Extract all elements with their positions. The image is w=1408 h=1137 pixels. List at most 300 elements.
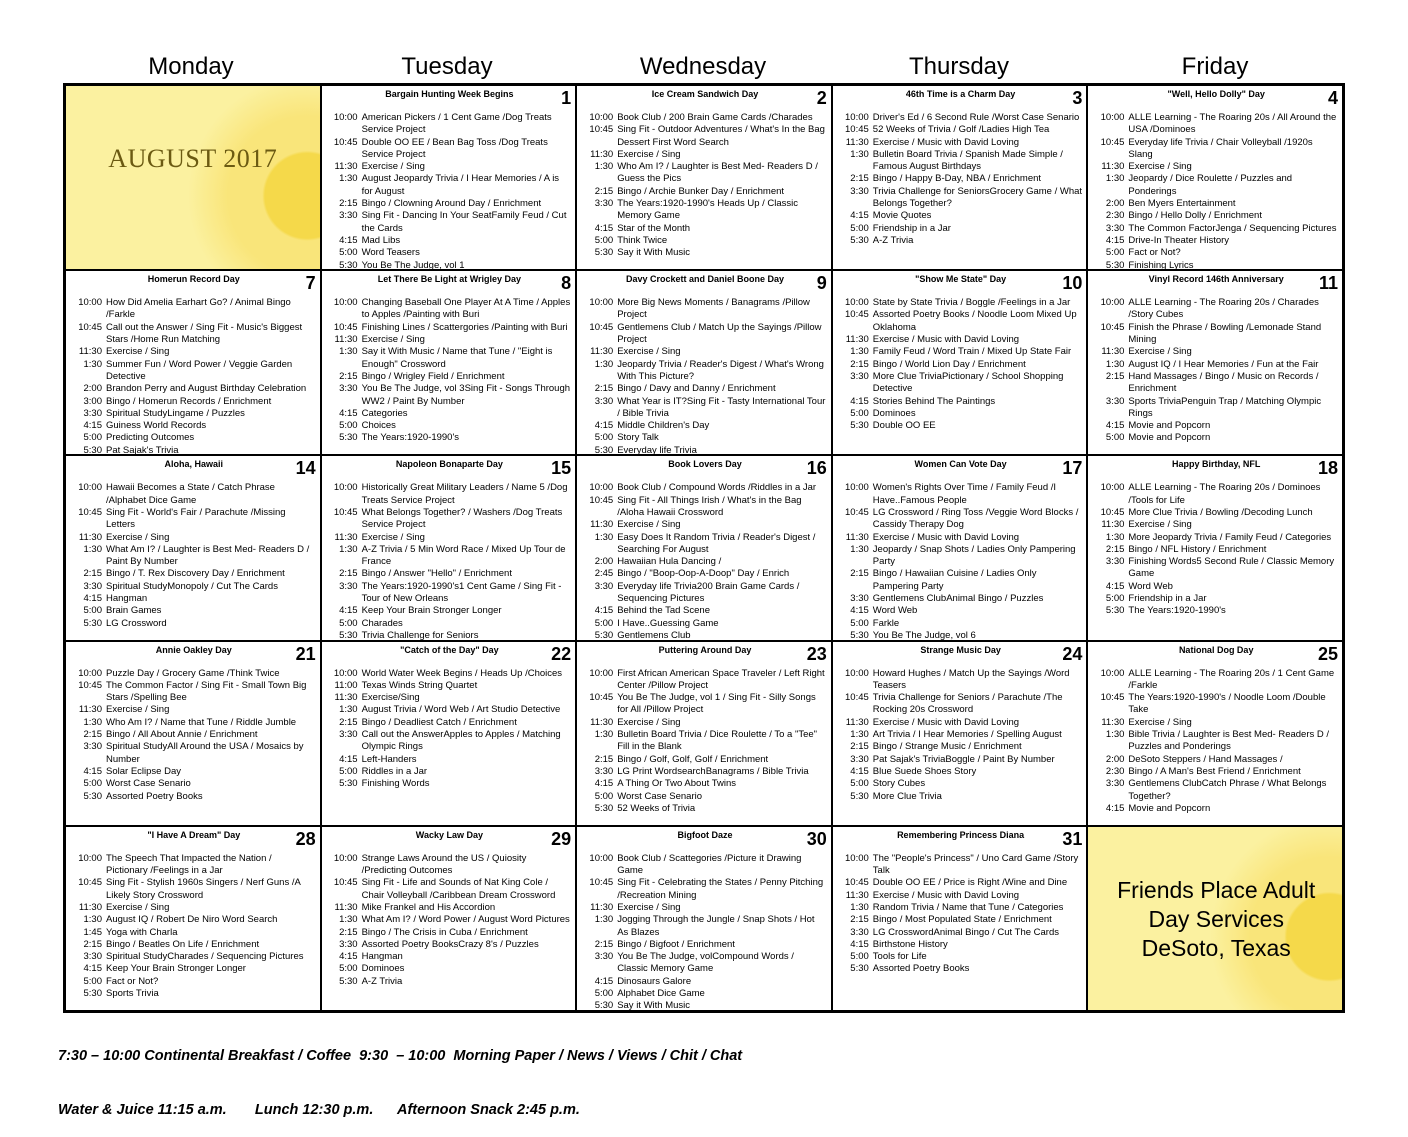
event-row: [839, 939, 1083, 951]
event-list: [583, 297, 827, 455]
event-row: [1094, 297, 1338, 322]
event-description: Assorted Poetry Books: [106, 790, 203, 802]
event-description: LG Crossword / Ring Toss /Veggie Word Blocks / Cassidy Therapy Dog: [872, 506, 1079, 531]
event-row: [328, 668, 572, 680]
event-description: Assorted Poetry BooksCrazy 8's / Puzzles: [361, 938, 539, 950]
event-row: [1094, 519, 1338, 531]
event-row: [839, 754, 1083, 766]
event-time: 3:30: [83, 580, 102, 592]
event-time: 10:45: [1100, 506, 1125, 518]
event-row: [583, 198, 827, 223]
event-time: 11:30: [334, 161, 358, 173]
day-number: 16: [806, 458, 827, 479]
event-description: Say it With Music: [617, 247, 691, 259]
event-time: 2:15: [339, 926, 358, 938]
event-description: What Am I? / Word Power / August Word Pictures: [361, 914, 570, 926]
event-description: Dominoes: [361, 963, 405, 975]
event-list: [583, 668, 827, 816]
event-row: [839, 692, 1083, 717]
event-row: [583, 1000, 827, 1011]
event-row: [328, 766, 572, 778]
event-time: 5:00: [594, 790, 614, 802]
event-time: 11:30: [1101, 519, 1125, 531]
event-description: ALLE Learning - The Roaring 20s / Dominoes /Tools for Life: [1128, 482, 1321, 506]
event-time: 5:30: [339, 259, 358, 271]
event-row: [839, 951, 1083, 963]
event-row: [328, 297, 572, 322]
event-row: [72, 593, 316, 605]
event-time: 5:30: [594, 802, 614, 814]
footer-line-1: 7:30 – 10:00 Continental Breakfast / Coffee 9:30 – 10:00 Morning Paper / News / Views / Chit / Chat: [58, 1048, 743, 1064]
event-row: [583, 396, 827, 421]
event-description: Sing Fit - Outdoor Adventures / What's In the Bag Dessert First Word Search: [617, 124, 825, 148]
event-description: Exercise / Sing: [361, 334, 425, 346]
event-description: Word Teasers: [361, 247, 420, 259]
event-row: [328, 778, 572, 790]
event-row: [72, 877, 316, 902]
event-row: [72, 988, 316, 1000]
event-description: Say it With Music: [617, 1000, 691, 1011]
event-time: 10:00: [78, 482, 102, 494]
event-time: 10:45: [589, 692, 614, 704]
event-time: 10:00: [845, 112, 869, 123]
event-time: 11:30: [78, 346, 102, 358]
day-theme-title: "I Have A Dream" Day: [147, 829, 241, 840]
event-description: Friendship in a Jar: [872, 222, 951, 234]
event-row: [583, 445, 827, 456]
event-description: August Trivia / Word Web / Art Studio Detective: [361, 704, 561, 716]
event-row: [72, 766, 316, 778]
event-row: [328, 371, 572, 383]
event-time: 4:15: [594, 778, 614, 790]
day-number: 21: [295, 643, 316, 664]
event-description: Strange Laws Around the US / Quiosity /Predicting Outcomes: [361, 852, 527, 877]
event-time: 3:30: [594, 765, 614, 777]
event-time: 10:45: [589, 494, 614, 506]
event-description: Exercise / Sing: [1128, 161, 1192, 173]
event-description: Sports Trivia: [106, 988, 159, 1000]
event-description: Keep Your Brain Stronger Longer: [361, 605, 502, 617]
event-description: Spiritual StudyCharades / Sequencing Pictures: [106, 951, 304, 963]
day-number: 4: [1327, 88, 1338, 108]
event-list: [839, 853, 1083, 976]
event-time: 5:30: [339, 778, 358, 790]
event-description: Everyday life Trivia: [617, 444, 697, 456]
event-description: First African American Space Traveler / Left Right Center /Pillow Project: [617, 667, 825, 691]
event-row: [72, 445, 316, 456]
event-list: [1094, 112, 1338, 270]
event-row: [328, 963, 572, 975]
event-row: [1094, 173, 1338, 198]
event-time: 5:00: [850, 407, 869, 419]
event-row: [72, 741, 316, 766]
event-description: A-Z Trivia: [872, 234, 914, 246]
event-description: Mad Libs: [361, 234, 401, 246]
event-description: Texas Winds String Quartet: [361, 679, 478, 691]
event-description: Worst Case Senario: [617, 790, 703, 802]
day-theme-title: Bargain Hunting Week Begins: [385, 89, 514, 99]
event-time: 10:45: [333, 877, 358, 889]
event-time: 10:45: [333, 506, 358, 518]
event-time: 1:30: [83, 716, 102, 728]
event-row: [1094, 778, 1338, 803]
event-row: [328, 173, 572, 198]
event-description: Bingo / Golf, Golf, Golf / Enrichment: [617, 753, 769, 765]
event-row: [72, 408, 316, 420]
day-number: 24: [1062, 643, 1083, 664]
event-description: Think Twice: [617, 234, 668, 246]
day-theme-title: Napoleon Bonaparte Day: [395, 459, 503, 470]
event-row: [583, 432, 827, 444]
event-row: [72, 729, 316, 741]
event-time: 10:00: [589, 112, 614, 123]
event-description: Bingo / The Crisis in Cuba / Enrichment: [361, 926, 528, 938]
event-time: 3:30: [339, 729, 358, 741]
event-description: Worst Case Senario: [106, 778, 191, 790]
event-time: 1:30: [339, 543, 358, 555]
event-row: [328, 581, 572, 606]
event-description: Mike Frankel and His Accordion: [361, 901, 496, 913]
event-time: 2:30: [1105, 210, 1125, 222]
event-time: 3:30: [850, 926, 869, 938]
event-time: 5:30: [339, 975, 358, 987]
event-time: 4:15: [850, 395, 869, 407]
day-number: 2: [816, 88, 827, 108]
event-row: [1094, 235, 1338, 247]
event-description: What Am I? / Laughter is Best Med- Readers D / Paint By Number: [106, 543, 310, 568]
event-time: 5:00: [850, 222, 869, 234]
event-row: [839, 532, 1083, 544]
event-row: [839, 593, 1083, 605]
event-description: ALLE Learning - The Roaring 20s / All Around the USA /Dominoes: [1128, 112, 1337, 136]
event-time: 10:45: [589, 877, 614, 889]
event-time: 2:00: [594, 556, 614, 568]
event-row: [72, 432, 316, 444]
event-time: 11:30: [590, 346, 614, 358]
event-row: [839, 137, 1083, 149]
event-row: [583, 495, 827, 520]
event-description: How Did Amelia Earhart Go? / Animal Bingo /Farkle: [106, 297, 291, 321]
event-time: 11:30: [334, 692, 358, 704]
event-time: 4:15: [83, 765, 102, 777]
event-row: [328, 605, 572, 617]
event-description: Word Web: [872, 605, 918, 617]
event-time: 1:30: [339, 704, 358, 716]
event-time: 1:30: [850, 543, 869, 555]
event-description: The "People's Princess" / Uno Card Game /Story Talk: [872, 852, 1079, 877]
event-list: [583, 482, 827, 640]
event-description: Gentlemens ClubCatch Phrase / What Belongs Together?: [1128, 778, 1327, 802]
event-row: [328, 247, 572, 259]
event-list: [328, 668, 572, 791]
event-row: [583, 630, 827, 641]
event-time: 3:30: [850, 753, 869, 765]
event-time: 5:00: [339, 765, 358, 777]
event-description: Art Trivia / I Hear Memories / Spelling August: [872, 729, 1062, 741]
event-description: August IQ / I Hear Memories / Fun at the Fair: [1128, 358, 1319, 370]
event-description: Categories: [361, 407, 408, 419]
event-row: [839, 396, 1083, 408]
event-row: [839, 149, 1083, 174]
event-time: 3:30: [339, 938, 358, 950]
day-cell: [576, 641, 832, 826]
event-time: 2:00: [1105, 198, 1125, 210]
event-description: Movie and Popcorn: [1128, 432, 1211, 444]
event-list: [72, 853, 316, 1001]
event-time: 2:15: [1105, 370, 1125, 382]
event-row: [72, 322, 316, 347]
event-description: 52 Weeks of Trivia / Golf /Ladies High Tea: [872, 124, 1050, 136]
event-time: 4:15: [1105, 802, 1125, 814]
event-time: 5:30: [83, 790, 102, 802]
event-row: [583, 914, 827, 939]
event-description: You Be The Judge, volCompound Words / Classic Memory Game: [617, 951, 794, 975]
event-description: Dominoes: [872, 407, 916, 419]
event-row: [839, 927, 1083, 939]
event-time: 10:00: [78, 297, 102, 309]
event-row: [583, 877, 827, 902]
event-time: 10:00: [333, 112, 358, 123]
event-description: Bingo / Beatles On Life / Enrichment: [106, 938, 260, 950]
event-time: 11:30: [590, 716, 614, 728]
event-description: The Speech That Impacted the Nation / Pictionary /Feelings in a Jar: [106, 852, 272, 877]
event-row: [1094, 247, 1338, 259]
event-row: [72, 396, 316, 408]
event-time: 1:30: [850, 148, 869, 160]
event-description: Brandon Perry and August Birthday Celebration: [106, 383, 307, 395]
event-description: Exercise / Sing: [617, 716, 681, 728]
event-row: [328, 334, 572, 346]
event-description: Say it With Music / Name that Tune / "Eight is Enough" Crossword: [361, 346, 553, 370]
event-time: 2:15: [339, 198, 358, 210]
event-time: 2:15: [339, 716, 358, 728]
day-number: 7: [305, 273, 316, 294]
event-row: [583, 161, 827, 186]
event-time: 3:30: [850, 185, 869, 197]
event-time: 5:00: [1105, 593, 1125, 605]
event-time: 3:30: [594, 580, 614, 592]
event-time: 2:15: [594, 938, 614, 950]
event-row: [1094, 532, 1338, 544]
event-row: [583, 729, 827, 754]
event-row: [72, 507, 316, 532]
event-description: Story Cubes: [872, 778, 926, 790]
event-time: 3:30: [1105, 556, 1125, 568]
event-time: 10:00: [78, 667, 102, 679]
event-time: 5:30: [850, 963, 869, 975]
event-row: [839, 420, 1083, 432]
event-row: [839, 717, 1083, 729]
event-time: 11:30: [845, 136, 869, 148]
event-description: Friendship in a Jar: [1128, 593, 1207, 605]
day-theme-title: Wacky Law Day: [415, 829, 483, 840]
day-cell: [832, 455, 1088, 640]
event-description: Ben Myers Entertainment: [1128, 198, 1236, 210]
event-description: State by State Trivia / Boggle /Feelings in a Jar: [872, 297, 1071, 309]
event-row: [583, 766, 827, 778]
event-time: 4:15: [1105, 234, 1125, 246]
event-time: 3:30: [594, 951, 614, 963]
event-description: Sing Fit - Dancing In Your SeatFamily Feud / Cut the Cards: [361, 210, 567, 234]
event-time: 3:30: [339, 210, 358, 222]
event-time: 10:00: [589, 852, 614, 864]
event-description: Exercise/Sing: [361, 692, 420, 704]
event-description: Book Club / Compound Words /Riddles in a Jar: [617, 482, 817, 494]
event-description: Exercise / Sing: [1128, 346, 1192, 358]
event-description: Bingo / Bigfoot / Enrichment: [617, 938, 735, 950]
event-list: [328, 853, 572, 988]
event-list: [839, 112, 1083, 247]
event-time: 1:30: [339, 346, 358, 358]
event-description: Finish the Phrase / Bowling /Lemonade Stand Mining: [1128, 321, 1322, 346]
event-row: [328, 482, 572, 507]
event-time: 5:30: [83, 617, 102, 629]
event-time: 11:30: [1101, 161, 1125, 173]
event-time: 5:30: [83, 444, 102, 456]
event-description: Brain Games: [106, 605, 162, 617]
event-row: [328, 951, 572, 963]
event-description: Exercise / Sing: [617, 148, 681, 160]
event-description: Exercise / Sing: [617, 519, 681, 531]
event-time: 10:45: [1100, 136, 1125, 148]
event-time: 10:00: [1100, 482, 1125, 494]
event-description: LG CrosswordAnimal Bingo / Cut The Cards: [872, 926, 1060, 938]
event-row: [72, 544, 316, 569]
event-time: 5:00: [83, 432, 102, 444]
event-time: 5:00: [594, 234, 614, 246]
event-row: [72, 853, 316, 878]
event-time: 2:15: [850, 358, 869, 370]
event-description: Sing Fit - Life and Sounds of Nat King Cole / Chair Volleyball /Caribbean Dream Crossword: [361, 877, 556, 901]
event-time: 5:00: [594, 617, 614, 629]
month-title-cell: [65, 85, 321, 270]
event-time: 10:00: [333, 852, 358, 864]
event-description: Solar Eclipse Day: [106, 765, 181, 777]
event-time: 5:30: [83, 988, 102, 1000]
day-cell: [65, 641, 321, 826]
event-description: Bingo / Hello Dolly / Enrichment: [1128, 210, 1262, 222]
day-theme-title: "Well, Hello Dolly" Day: [1167, 89, 1265, 99]
event-time: 5:00: [83, 975, 102, 987]
event-time: 5:00: [83, 778, 102, 790]
event-description: Drive-In Theater History: [1128, 234, 1230, 246]
event-row: [583, 754, 827, 766]
event-row: [328, 704, 572, 716]
day-theme-title: National Dog Day: [1178, 644, 1254, 655]
event-time: 10:45: [78, 506, 102, 518]
day-cell: [576, 85, 832, 270]
event-row: [72, 568, 316, 580]
activity-calendar-grid: [63, 83, 1345, 1013]
event-row: [72, 951, 316, 963]
event-time: 3:30: [83, 407, 102, 419]
day-theme-title: Let There Be Light at Wrigley Day: [377, 274, 522, 285]
event-row: [583, 939, 827, 951]
event-row: [328, 544, 572, 569]
event-description: Bingo / Clowning Around Day / Enrichment: [361, 198, 542, 210]
event-description: Who Am I? / Name that Tune / Riddle Jumble: [106, 716, 297, 728]
event-row: [328, 976, 572, 988]
event-row: [583, 359, 827, 384]
event-row: [328, 630, 572, 641]
event-row: [1094, 346, 1338, 358]
event-time: 10:45: [589, 124, 614, 136]
event-row: [1094, 593, 1338, 605]
event-description: Jogging Through the Jungle / Snap Shots / Hot As Blazes: [617, 914, 815, 938]
event-time: 11:30: [78, 901, 102, 913]
event-list: [1094, 297, 1338, 445]
event-time: 11:30: [334, 334, 358, 346]
event-time: 5:30: [850, 629, 869, 641]
event-row: [583, 902, 827, 914]
day-number: 3: [1072, 88, 1083, 108]
event-row: [1094, 544, 1338, 556]
day-number: 28: [295, 828, 316, 849]
event-time: 5:00: [1105, 432, 1125, 444]
event-row: [1094, 605, 1338, 617]
event-time: 10:45: [845, 692, 869, 704]
event-row: [72, 581, 316, 593]
event-time: 11:30: [78, 531, 102, 543]
event-description: The Years:1920-1990's1 Cent Game / Sing Fit - Tour of New Orleans: [361, 580, 562, 605]
day-theme-title: Annie Oakley Day: [155, 644, 232, 655]
event-description: Call out the Answer / Sing Fit - Music's Biggest Stars /Home Run Matching: [106, 321, 303, 346]
event-description: Book Club / Scattegories /Picture it Drawing Game: [617, 852, 802, 877]
event-row: [839, 630, 1083, 641]
event-time: 10:00: [333, 297, 358, 309]
event-time: 11:30: [845, 334, 869, 346]
day-number: 9: [816, 273, 827, 294]
event-time: 4:15: [339, 605, 358, 617]
day-theme-title: Happy Birthday, NFL: [1172, 459, 1261, 470]
event-time: 4:15: [850, 938, 869, 950]
event-description: Assorted Poetry Books: [872, 963, 970, 975]
footer-line-2: Water & Juice 11:15 a.m. Lunch 12:30 p.m. Afternoon Snack 2:45 p.m.: [58, 1102, 580, 1118]
event-description: Exercise / Music with David Loving: [872, 889, 1020, 901]
event-description: Exercise / Sing: [106, 346, 170, 358]
event-description: Bingo / Davy and Danny / Enrichment: [617, 383, 776, 395]
event-row: [839, 371, 1083, 396]
event-row: [328, 420, 572, 432]
event-list: [839, 668, 1083, 803]
event-description: Bingo / A Man's Best Friend / Enrichment: [1128, 765, 1301, 777]
event-row: [839, 507, 1083, 532]
event-time: 11:30: [845, 716, 869, 728]
event-time: 11:30: [1101, 716, 1125, 728]
event-time: 2:15: [83, 729, 102, 741]
event-description: Changing Baseball One Player At A Time / Apples to Apples /Painting with Buri: [361, 297, 571, 321]
event-row: [839, 568, 1083, 593]
event-row: [583, 186, 827, 198]
event-time: 10:00: [78, 852, 102, 864]
event-description: ALLE Learning - The Roaring 20s / 1 Cent Game /Farkle: [1128, 667, 1335, 691]
event-row: [328, 729, 572, 754]
event-description: ALLE Learning - The Roaring 20s / Charades /Story Cubes: [1128, 297, 1319, 321]
event-description: Bulletin Board Trivia / Spanish Made Simple / Famous August Birthdays: [872, 148, 1063, 173]
event-row: [839, 766, 1083, 778]
event-time: 5:30: [339, 629, 358, 641]
event-row: [583, 297, 827, 322]
day-theme-title: Davy Crockett and Daniel Boone Day: [625, 274, 785, 285]
event-description: More Clue TriviaPictionary / School Shopping Detective: [872, 370, 1064, 395]
event-time: 3:30: [594, 198, 614, 210]
event-description: Sports TriviaPenguin Trap / Matching Olympic Rings: [1128, 395, 1322, 419]
event-time: 2:15: [850, 568, 869, 580]
event-description: Bingo / World Lion Day / Enrichment: [872, 358, 1026, 370]
event-row: [839, 359, 1083, 371]
event-time: 1:30: [594, 161, 614, 173]
event-description: Exercise / Music with David Loving: [872, 334, 1020, 346]
